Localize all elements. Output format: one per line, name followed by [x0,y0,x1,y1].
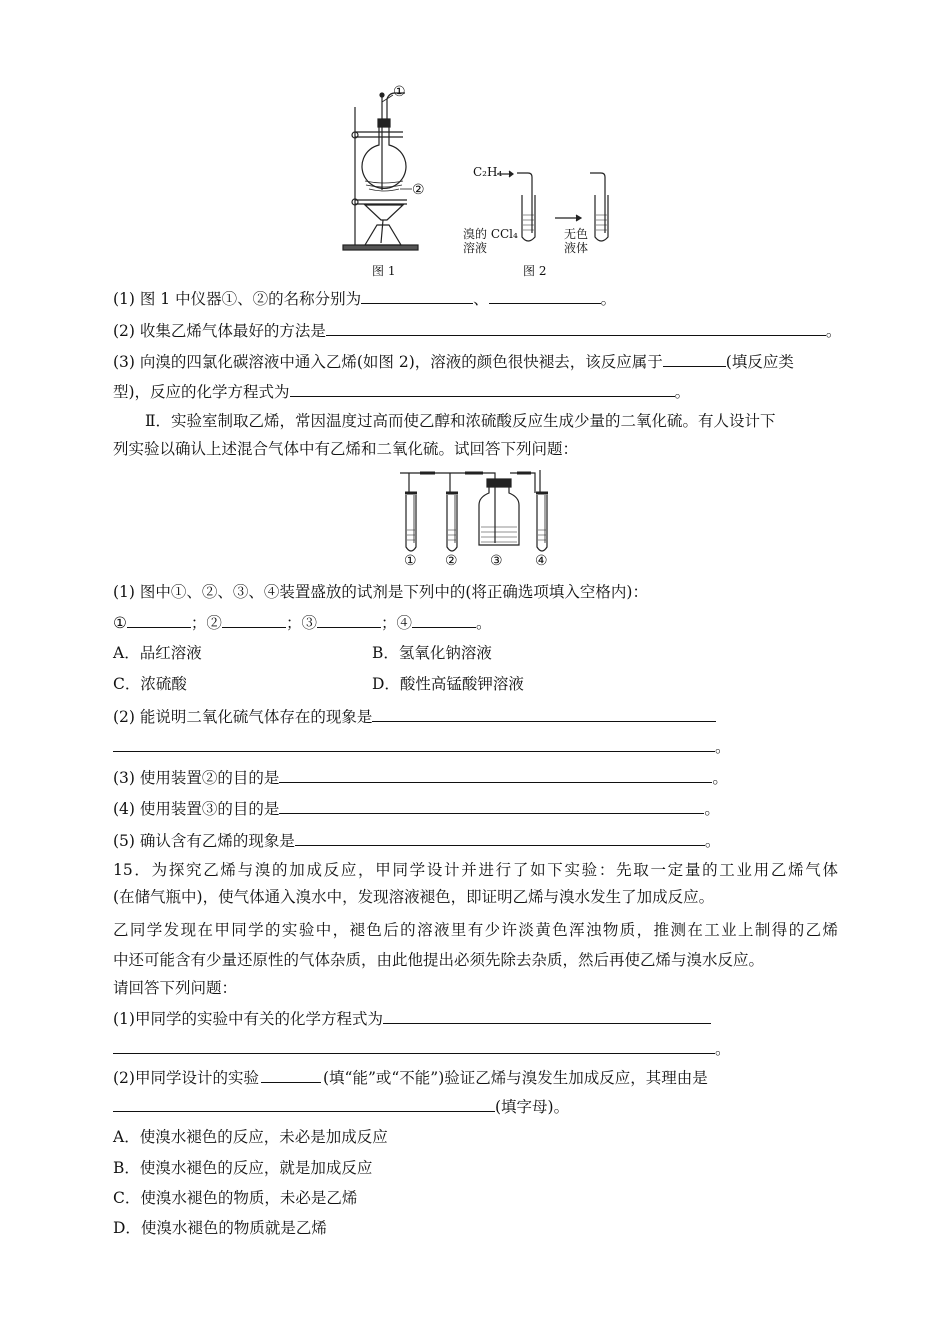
part2-intro-1: Ⅱ．实验室制取乙烯，常因温度过高而使乙醇和浓硫酸反应生成少量的二氧化硫。有人设计下 [145,412,776,430]
question-text: (1)甲同学的实验中有关的化学方程式为 [113,1010,383,1028]
question-text: (2) 收集乙烯气体最好的方法是 [113,322,326,340]
answer-blank[interactable] [663,351,726,367]
separator: ； [190,614,207,632]
period: 。 [715,738,731,756]
q15-para1-line1: 15．为探究乙烯与溴的加成反应，甲同学设计并进行了如下实验：先取一定量的工业用乙烯气体 [113,861,838,879]
answer-blank-3[interactable] [317,612,381,628]
q15-option-c: C．使溴水褪色的物质，未必是乙烯 [113,1189,358,1207]
period: 。 [825,322,842,340]
separator: 、 [473,290,489,308]
answer-blank[interactable] [295,830,705,846]
period: 。 [715,1040,731,1058]
part2-intro-2: 列实验以确认上述混合气体中有乙烯和二氧化硫。试回答下列问题： [113,440,579,458]
fill-label: ③ [301,614,317,632]
figure2-solution-label-2: 溶液 [463,241,488,255]
q15-q2 [113,1067,708,1088]
fill-label: ① [113,614,127,632]
apparatus-label-4: ④ [535,553,548,569]
figure1-caption: 图 1 [372,264,396,278]
question-text: (3) 使用装置②的目的是 [113,769,280,787]
q15-q2-cont [113,1096,569,1117]
apparatus-label-3: ③ [490,553,503,569]
q15-option-b: B．使溴水褪色的反应，就是加成反应 [113,1159,373,1177]
answer-blank[interactable] [361,288,473,304]
separator: ； [285,614,302,632]
part1-q3 [113,351,794,372]
apparatus-label-2: ② [445,553,458,569]
part2-apparatus [395,465,565,555]
q15-option-d: D．使溴水褪色的物质就是乙烯 [113,1219,327,1237]
figure1-leader-lines [380,90,420,190]
answer-blank-4[interactable] [412,612,476,628]
answer-blank[interactable] [113,1038,715,1054]
question-text: (2) 能说明二氧化硫气体存在的现象是 [113,708,373,726]
period: 。 [674,383,691,401]
answer-blank[interactable] [279,767,712,783]
period: 。 [476,614,492,632]
fill-label: ② [206,614,222,632]
answer-blank-2[interactable] [222,612,286,628]
question-text: (填反应类 [725,353,794,371]
question-text: (4) 使用装置③的目的是 [113,800,280,818]
figure2-solution-label-1: 溴的 CCl₄ [463,227,518,241]
option-a: A．品红溶液 [113,644,202,662]
period: 。 [704,832,721,850]
q15-para1-line2: (在储气瓶中)，使气体通入溴水中，发现溶液褪色，即证明乙烯与溴水发生了加成反应。 [113,888,715,906]
answer-blank[interactable] [489,288,601,304]
q15-option-a: A．使溴水褪色的反应，未必是加成反应 [113,1128,388,1146]
question-text: (3) 向溴的四氯化碳溶液中通入乙烯(如图 2)，溶液的颜色很快褪去，该反应属于 [113,353,663,371]
question-text: (5) 确认含有乙烯的现象是 [113,832,295,850]
q15-para2-line2: 中还可能含有少量还原性的气体杂质，由此他提出必须先除去杂质，然后再使乙烯与溴水反应。 [113,951,765,969]
part1-q1 [113,288,616,309]
figure2-caption: 图 2 [523,264,547,278]
question-text: (2)甲同学设计的实验 [113,1069,259,1087]
answer-blank[interactable] [326,320,826,336]
figure2-gas-label: C₂H₄ [473,165,503,179]
q15-q1-cont [113,1038,731,1059]
period: 。 [712,769,728,787]
part1-q2 [113,320,841,341]
apparatus-label-1: ① [404,553,417,569]
answer-blank[interactable] [290,381,675,397]
part2-q2 [113,706,716,727]
figure2-result-label-1: 无色 [564,227,589,241]
fill-label: ④ [396,614,412,632]
answer-blank[interactable] [113,1096,495,1112]
answer-blank[interactable] [113,736,715,752]
part1-q3-cont [113,381,690,402]
period: 。 [600,290,617,308]
figure1-label-2: ② [412,182,425,198]
part2-q1: (1) 图中①、②、③、④装置盛放的试剂是下列中的(将正确选项填入空格内)： [113,583,648,601]
question-text: (填字母)。 [495,1098,570,1116]
period: 。 [704,800,720,818]
answer-blank[interactable] [261,1067,321,1083]
q15-para2-line1: 乙同学发现在甲同学的实验中，褪色后的溶液里有少许淡黄色浑浊物质，推测在工业上制得的乙烯 [113,921,838,939]
question-text: (1) 图 1 中仪器①、②的名称分别为 [113,290,362,308]
part2-q5 [113,830,720,851]
figure2-result-label-2: 液体 [564,241,589,255]
answer-blank[interactable] [383,1008,711,1024]
answer-blank[interactable] [372,706,716,722]
option-c: C．浓硫酸 [113,675,187,693]
answer-blank-1[interactable] [127,612,191,628]
figure1-label-1: ① [393,84,406,100]
separator: ； [380,614,397,632]
option-b: B．氢氧化钠溶液 [372,644,492,662]
part2-q3 [113,767,728,788]
question-text: 型)，反应的化学方程式为 [113,383,290,401]
option-d: D．酸性高锰酸钾溶液 [372,675,524,693]
answer-blank[interactable] [279,798,704,814]
q15-prompt: 请回答下列问题： [113,979,238,997]
question-text: (填“能”或“不能”)验证乙烯与溴发生加成反应，其理由是 [322,1069,708,1087]
q15-q1 [113,1008,711,1029]
part2-q4 [113,798,720,819]
part2-q1-blanks [113,612,492,633]
part2-q2-cont [113,736,731,757]
